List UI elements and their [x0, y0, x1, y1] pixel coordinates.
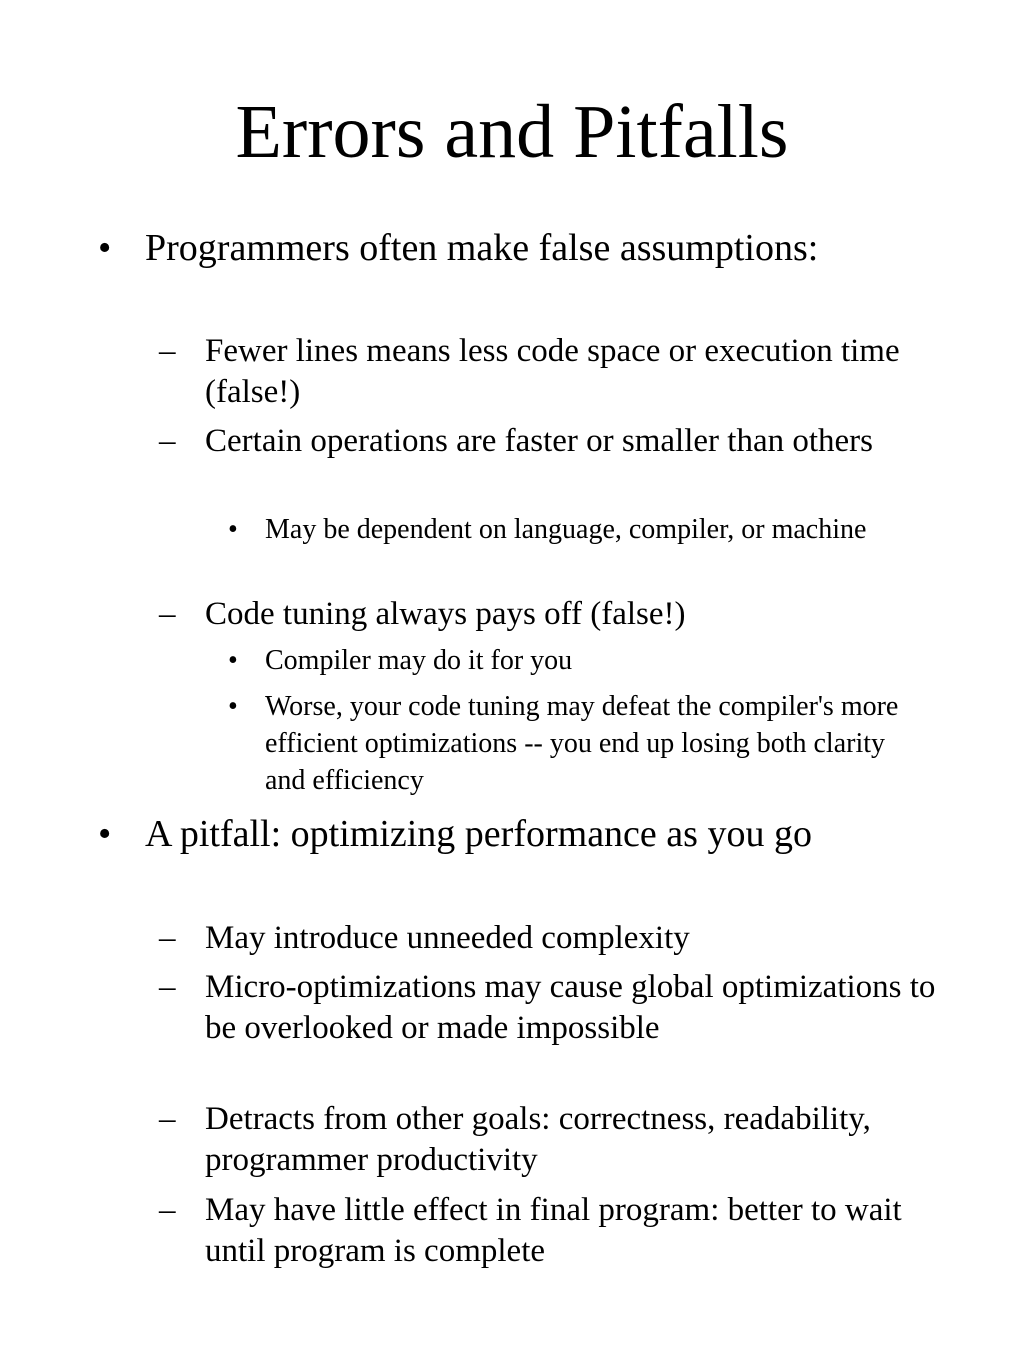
- sub-bullet-text: May introduce unneeded complexity: [205, 920, 690, 956]
- bullet-marker: •: [98, 227, 112, 269]
- sub-bullet-item: [159, 421, 945, 462]
- sub-sub-bullet-text: Compiler may do it for you: [265, 645, 573, 676]
- sub-sub-bullet-item: [228, 511, 915, 548]
- sub-sub-bullet-text: May be dependent on language, compiler, or machine: [265, 514, 867, 545]
- sub-bullet-text: Code tuning always pays off (false!): [205, 596, 686, 632]
- bullet-text: Programmers often make false assumptions:: [145, 227, 819, 269]
- sub-bullet-item: [159, 1099, 945, 1181]
- sub-sub-bullet-text: Worse, your code tuning may defeat the compiler's more efficient optimizations -- you end up losing both clarity and efficiency: [265, 691, 899, 796]
- bullet-item: [98, 812, 945, 856]
- dash-marker: –: [159, 423, 176, 459]
- slide-title: Errors and Pitfalls: [235, 90, 789, 174]
- bullet-marker: •: [228, 645, 238, 676]
- dash-marker: –: [159, 596, 176, 632]
- sub-bullet-text: Fewer lines means less code space or execution time (false!): [205, 333, 900, 410]
- dash-marker: –: [159, 920, 176, 956]
- sub-bullet-text: May have little effect in final program: better to wait until program is complete: [205, 1192, 902, 1269]
- dash-marker: –: [159, 969, 176, 1005]
- bullet-item: [98, 226, 945, 270]
- bullet-text: A pitfall: optimizing performance as you go: [145, 813, 812, 855]
- bullet-marker: •: [228, 514, 238, 545]
- dash-marker: –: [159, 1101, 176, 1137]
- sub-bullet-item: [159, 331, 945, 413]
- sub-sub-bullet-item: [228, 642, 915, 679]
- sub-bullet-text: Certain operations are faster or smaller than others: [205, 423, 873, 459]
- sub-bullet-item: [159, 967, 945, 1049]
- sub-sub-bullet-item: [228, 688, 915, 799]
- sub-bullet-item: [159, 1190, 945, 1272]
- bullet-marker: •: [228, 691, 238, 722]
- sub-bullet-text: Detracts from other goals: correctness, readability, programmer productivity: [205, 1101, 871, 1178]
- dash-marker: –: [159, 333, 176, 369]
- dash-marker: –: [159, 1192, 176, 1228]
- sub-bullet-item: [159, 918, 945, 959]
- bullet-marker: •: [98, 813, 112, 855]
- sub-bullet-text: Micro-optimizations may cause global optimizations to be overlooked or made impossible: [205, 969, 936, 1046]
- sub-bullet-item: [159, 594, 945, 635]
